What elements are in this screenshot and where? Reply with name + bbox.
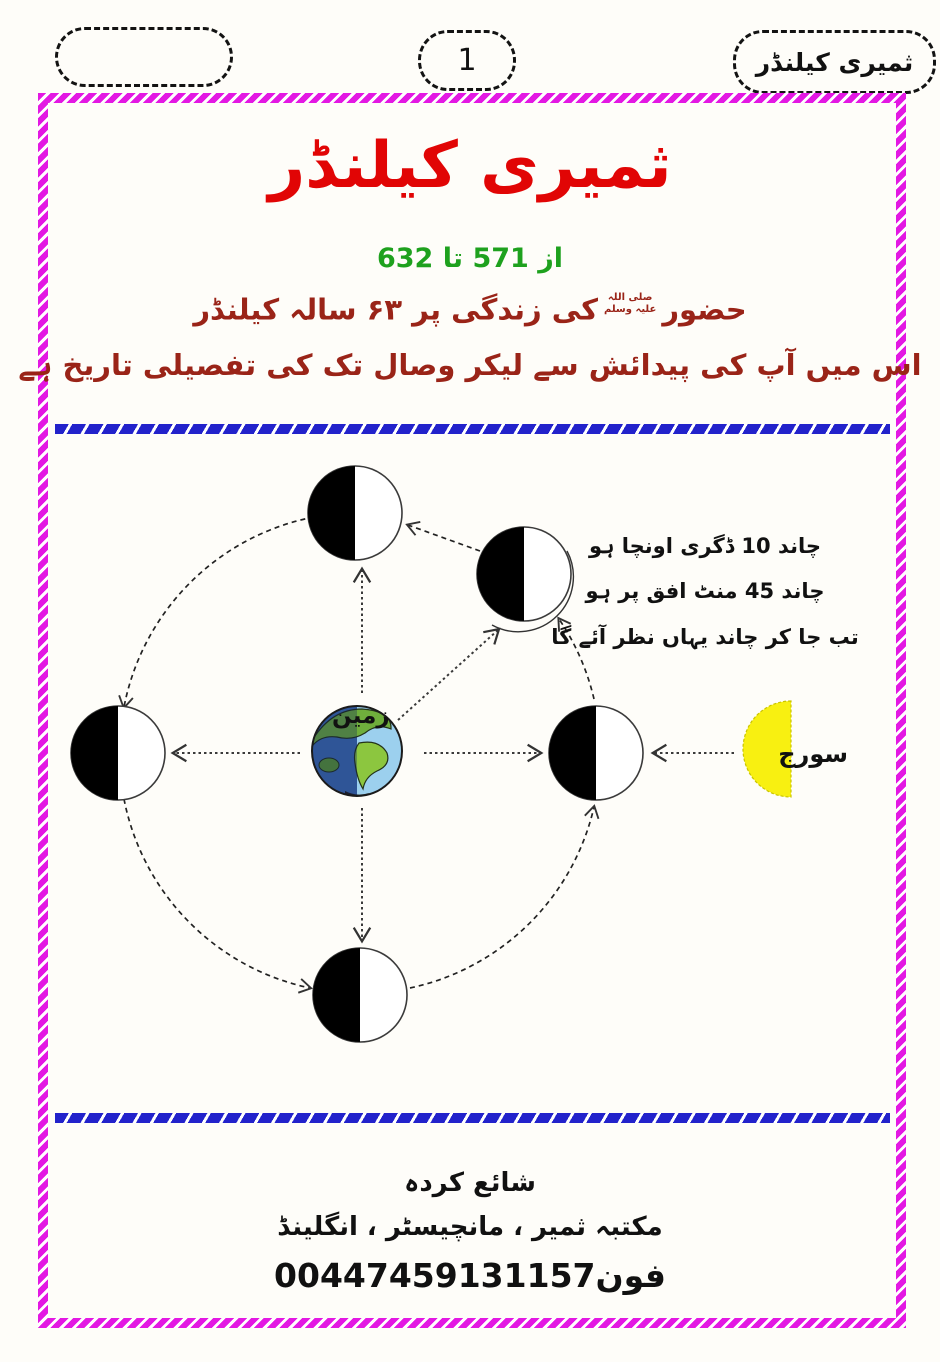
subtitle-line1-prefix: حضور	[662, 292, 747, 327]
divider-top	[55, 424, 890, 434]
page-number-badge	[418, 30, 516, 91]
moon-phase-diagram	[0, 438, 940, 1108]
subtitle-line2: اس میں آپ کی پیدائش سے لیکر وصال تک کی تفصیلی تاریخ ہے	[18, 348, 922, 382]
subtitle-line1-suffix: کی زندگی پر ۶۳ سالہ کیلنڈر	[193, 292, 598, 327]
phone-label: فون	[595, 1256, 666, 1295]
honorific-seal	[604, 292, 656, 315]
arrow-earth-to-upper-right-moon	[398, 630, 498, 720]
sun-label: سورج	[778, 740, 848, 768]
orbit-arrow-to-top-moon	[408, 525, 480, 551]
published-by: شائع کردہ	[404, 1168, 536, 1198]
header-title-box	[733, 30, 936, 94]
orbit-arc-top-left	[124, 517, 314, 707]
divider-bottom	[55, 1113, 890, 1123]
moon-bottom	[313, 948, 407, 1042]
honorific-top: صلی اللہ	[607, 292, 653, 303]
subtitle-line1	[0, 292, 940, 327]
moon-left	[71, 706, 165, 800]
phone-line	[0, 1256, 940, 1295]
page-number: 1	[457, 43, 477, 78]
header-empty-box	[55, 27, 233, 87]
earth-label: زمین	[332, 703, 390, 729]
phone-number: 00447459131157	[274, 1256, 596, 1295]
moon-right	[549, 706, 643, 800]
moon-upper-right	[477, 527, 571, 621]
annotation-line2: چاند 45 منٹ افق پر ہو	[585, 579, 825, 603]
year-range: از 571 تا 632	[376, 243, 564, 274]
honorific-bottom: علیہ وسلم	[604, 303, 657, 315]
annotation-line3: تب جا کر چاند یہاں نظر آئے گا	[551, 625, 859, 649]
publisher-line: مکتبہ ثمیر ، مانچیسٹر ، انگلینڈ	[277, 1212, 663, 1242]
page-title: ثمیری کیلنڈر	[268, 129, 672, 203]
header-title-label: ثمیری کیلنڈر	[755, 47, 914, 77]
moon-top	[308, 466, 402, 560]
annotation-line1: چاند 10 ڈگری اونچا ہو	[588, 534, 822, 558]
orbit-arc-bottom-right	[410, 807, 594, 988]
orbit-arc-bottom-left	[124, 799, 310, 988]
